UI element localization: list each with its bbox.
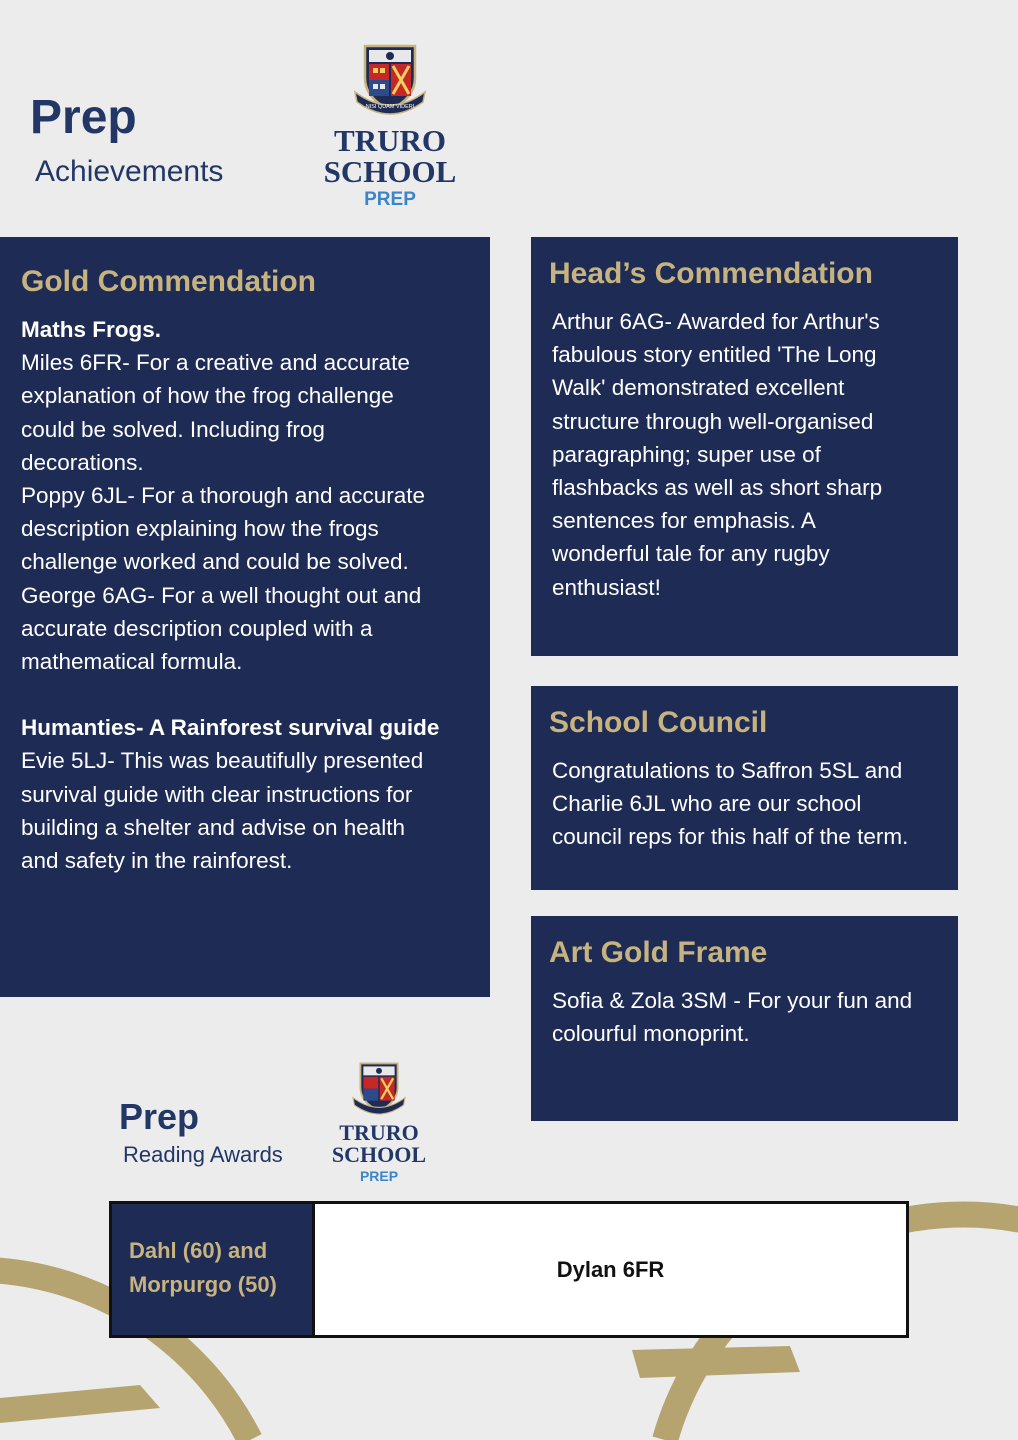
text-line: paragraphing; super use of xyxy=(552,441,821,467)
gold-commendation-panel xyxy=(0,237,490,997)
logo-line1: TRURO xyxy=(339,1120,419,1145)
logo-line3: PREP xyxy=(359,1168,399,1184)
text-line: explanation of how the frog challenge xyxy=(21,383,394,409)
school-crest-icon xyxy=(351,40,429,118)
text-line: fabulous story entitled 'The Long xyxy=(552,342,877,368)
school-logo xyxy=(318,40,462,211)
text-line: could be solved. Including frog xyxy=(21,416,325,442)
gold-commendation-title: Gold Commendation xyxy=(21,265,316,298)
text-line: survival guide with clear instructions for xyxy=(21,781,413,807)
art-gold-frame-body xyxy=(549,984,958,1050)
humanities-heading: Humanties- A Rainforest survival guide xyxy=(21,715,440,741)
school-council-panel xyxy=(531,686,958,890)
text-line: challenge worked and could be solved. xyxy=(21,549,409,575)
text-line: decorations. xyxy=(21,449,144,475)
logo-line1: TRURO xyxy=(334,123,446,158)
text-line: accurate description coupled with a xyxy=(21,615,373,641)
school-crest-icon xyxy=(350,1059,408,1117)
school-logo-small xyxy=(325,1059,433,1184)
text-line: wonderful tale for any rugby xyxy=(552,541,830,567)
text-line: Miles 6FR- For a creative and accurate xyxy=(21,350,410,376)
text-line: description explaining how the frogs xyxy=(21,516,379,542)
heads-commendation-body xyxy=(549,305,958,604)
reading-awards-subtitle: Reading Awards xyxy=(123,1142,283,1167)
logo-line2: SCHOOL xyxy=(331,1142,427,1167)
text-line: George 6AG- For a well thought out and xyxy=(21,582,422,608)
text-line: Poppy 6JL- For a thorough and accurate xyxy=(21,483,426,509)
text-line: Evie 5LJ- This was beautifully presented xyxy=(21,748,424,774)
text-line: council reps for this half of the term. xyxy=(552,824,909,850)
gold-commendation-body xyxy=(21,313,490,877)
page-title: Prep xyxy=(30,91,137,144)
school-council-body xyxy=(549,754,958,854)
text-line: Congratulations to Saffron 5SL and xyxy=(552,758,903,783)
award-category-cell xyxy=(112,1204,315,1335)
text-line: and safety in the rainforest. xyxy=(21,848,293,874)
heads-commendation-title: Head’s Commendation xyxy=(549,257,873,290)
text-line: flashbacks as well as short sharp xyxy=(552,475,883,501)
text-line: sentences for emphasis. A xyxy=(552,508,816,534)
text-line: Arthur 6AG- Awarded for Arthur's xyxy=(552,309,880,334)
school-council-title: School Council xyxy=(549,706,768,739)
crest-motto: NISI QUAM VIDERI xyxy=(365,104,415,110)
logo-line2: SCHOOL xyxy=(323,154,457,189)
heads-commendation-panel xyxy=(531,237,958,656)
maths-frogs-heading: Maths Frogs. xyxy=(21,317,162,342)
art-gold-frame-title: Art Gold Frame xyxy=(549,936,768,969)
text-line: enthusiast! xyxy=(552,574,661,600)
text-line: Charlie 6JL who are our school xyxy=(552,791,862,817)
text-line: mathematical formula. xyxy=(21,649,243,675)
award-winner-cell: Dylan 6FR xyxy=(556,1256,665,1282)
text-line: structure through well-organised xyxy=(552,408,874,434)
text-line: building a shelter and advise on health xyxy=(21,814,406,840)
award-category-line: Dahl (60) and xyxy=(129,1238,268,1263)
logo-line3: PREP xyxy=(364,189,416,210)
reading-awards-title: Prep xyxy=(119,1096,200,1137)
text-line: Walk' demonstrated excellent xyxy=(552,375,845,401)
page-subtitle: Achievements xyxy=(35,155,224,188)
text-line: colourful monoprint. xyxy=(552,1021,750,1047)
text-line: Sofia & Zola 3SM - For your fun and xyxy=(552,988,913,1013)
reading-awards-table xyxy=(109,1201,909,1338)
art-gold-frame-panel xyxy=(531,916,958,1121)
award-category-line: Morpurgo (50) xyxy=(129,1272,277,1297)
